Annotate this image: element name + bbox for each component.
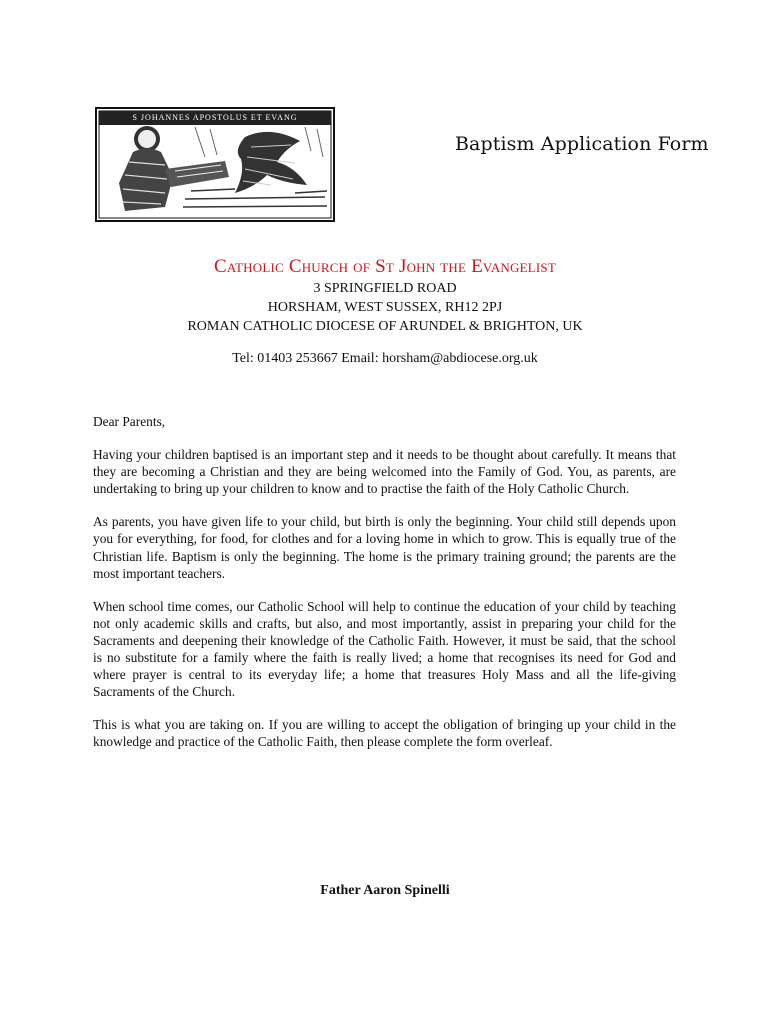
paragraph-1: Having your children baptised is an important step and it needs to be thought about carefully. It means that they are becoming a Christian and they are being welcomed into the Family of God. You, as parents, are undertaking to bring up your children to know and to practise the faith of the Holy Catholic Church. xyxy=(93,447,676,497)
contact-line: Tel: 01403 253667 Email: horsham@abdiocese.org.uk xyxy=(232,351,538,366)
diocese-line: ROMAN CATHOLIC DIOCESE OF ARUNDEL & BRIGHTON, UK xyxy=(187,319,583,334)
salutation: Dear Parents, xyxy=(93,414,166,429)
document-title: Baptism Application Form xyxy=(455,133,709,155)
st-john-woodcut-icon xyxy=(95,107,335,222)
paragraph-2: As parents, you have given life to your child, but birth is only the beginning. Your child still depends upon you for everything, for food, for clothes and for a loving home in which to grow. This is equally true of the Christian life. Baptism is only the beginning. The home is the primary training ground; the parents are the most important teachers. xyxy=(93,514,676,581)
paragraph-3: When school time comes, our Catholic School will help to continue the education of your child by teaching not only academic skills and crafts, but also, and most importantly, assist in preparing your child for the Sacraments and deepening their knowledge of the Catholic Faith. However, it must be said, that the school is no substitute for a family where the faith is really lived; a home that recognises its need for God and where prayer is central to its everyday life; a home that treasures Holy Mass and all the life-giving Sacraments of the Church. xyxy=(93,598,676,700)
paragraph-4: This is what you are taking on. If you are willing to accept the obligation of bringing up your child in the knowledge and practice of the Catholic Faith, then please complete the form overleaf. xyxy=(93,717,676,750)
church-name: Catholic Church of St John the Evangelist xyxy=(214,256,556,277)
address-line-1: 3 SPRINGFIELD ROAD xyxy=(313,281,457,296)
address-line-2: HORSHAM, WEST SUSSEX, RH12 2PJ xyxy=(267,300,503,315)
church-header xyxy=(0,255,770,368)
logo-inscription: S JOHANNES APOSTOLUS ET EVANG xyxy=(132,113,298,122)
signature: Father Aaron Spinelli xyxy=(320,883,450,898)
letter-body xyxy=(93,413,676,767)
